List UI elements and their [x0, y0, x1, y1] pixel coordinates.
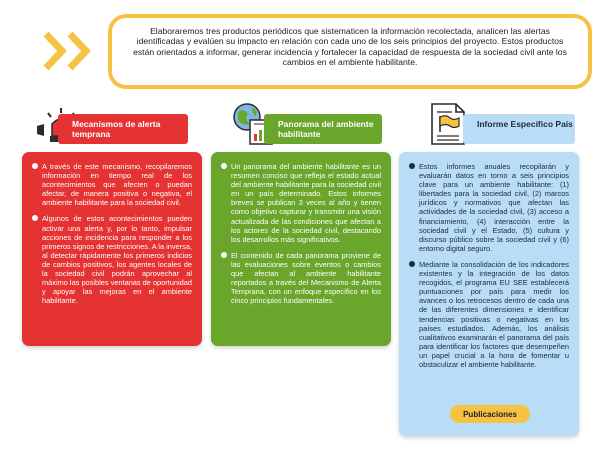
document-flag-icon	[428, 102, 468, 146]
list-item: A través de este mecanismo, recopilaremos información en tiempo real de los acontecimientos que afecten o puedan afectar, de manera positiva o negativa, el ambiente habilitante para la sociedad civil.	[32, 162, 192, 207]
list-item: Mediante la consolidación de los indicadores existentes y la integración de los datos recogidos, el programa EU SEE establecerá puntuaciones por país para medir los avances o los retrocesos dentro de cada una de las diferentes dimensiones e identificar tendencias positivas o negativas en los países estudiados. Además, los análisis cualitativos examinarán el panorama del país para identificar los factores que desempeñen un papel crucial a la hora de fomentar u obstaculizar el ambiente habilitante.	[409, 260, 569, 369]
title-alerta-temprana: Mecanismos de alerta temprana	[58, 114, 188, 144]
bullet-icon	[32, 215, 38, 221]
title-panorama: Panorama del ambiente habilitante	[264, 114, 382, 144]
header-alerta-temprana	[0, 102, 200, 146]
list-item: Algunos de estos acontecimientos pueden activar una alerta y, por lo tanto, impulsar acciones de incidencia para responder a los primeros signos de restricciones. A la inversa, al detectar rápidamente los primeros indicios de cambios positivos, los agentes locales de la sociedad civil podrán aprovechar al máximo las posibles ventanas de oportunidad y apoyar las mejoras en el ambiente habilitante.	[32, 214, 192, 305]
header-informe-pais	[400, 102, 600, 146]
list-item: Estos informes anuales recopilarán y evaluarán datos en torno a seis principios clave para un ambiente habilitante: (1) libertades para la sociedad civil, (2) marcos jurídicos y normativos que afectan las actividades de la sociedad civil, (3) acceso a financiamiento, (4) interacción entre la sociedad civil y el Estado, (5) cultura y discurso público sobre la sociedad civil y (6) entorno digital seguro.	[409, 162, 569, 253]
double-chevron-icon	[40, 30, 100, 72]
list-item: El contenido de cada panorama proviene de las evaluaciones sobre eventos o cambios que afectan al ambiente habilitante reportados a través del Mecanismo de Alerta Temprana, con un enfoque específico en los cinco principios fundamentales.	[221, 251, 381, 306]
bullet-icon	[32, 163, 38, 169]
card-informe-pais	[399, 152, 579, 436]
bullet-icon	[221, 252, 227, 258]
card-alerta-temprana	[22, 152, 202, 346]
bullet-icon	[409, 261, 415, 267]
bullet-icon	[409, 163, 415, 169]
card-panorama	[211, 152, 391, 346]
bullet-icon	[221, 163, 227, 169]
header-panorama	[200, 102, 400, 146]
intro-text: Elaboraremos tres productos periódicos que sistematicen la información recolectada, analicen las alertas identificadas y evalúen su impacto en relación con cada uno de los seis principios del proyecto. Estos productos están orientados a informar, generar incidencia y fortalecer la capacidad de respuesta de la sociedad civil ante los cambios en el ambiente habilitante.	[133, 26, 567, 68]
intro-box	[108, 14, 592, 89]
publicaciones-button[interactable]: Publicaciones	[450, 405, 530, 423]
list-item: Un panorama del ambiente habilitante es un resumen conciso que refleja el estado actual del ambiente habilitante para la sociedad civil en un país determinado. Estos informes breves se publican 3 veces al año y tienen como objetivo capturar y transmitir una visión actualizada de las condiciones que afectan a los actores de la sociedad civil, destacando los desarrollos más significativos.	[221, 162, 381, 244]
title-informe-pais: Informe Específico País	[463, 114, 575, 144]
